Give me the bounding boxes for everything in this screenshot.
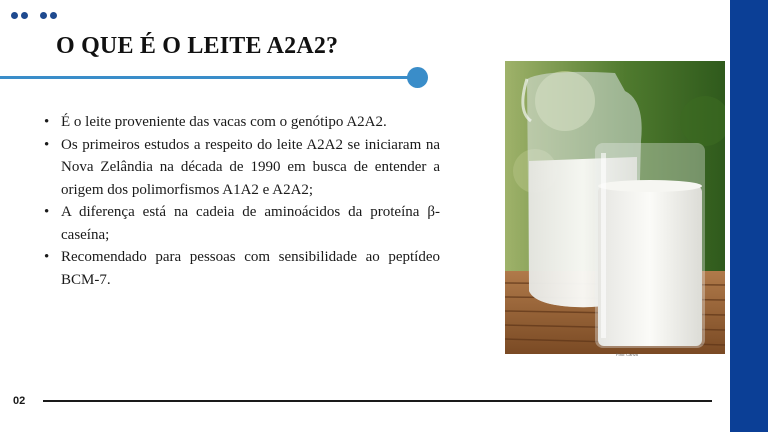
milk-glass-photo (505, 61, 725, 354)
bullet-text: Recomendado para pessoas com sensibilidade ao peptídeo BCM-7. (61, 249, 440, 288)
bullet-item (42, 246, 440, 291)
bullet-text: A diferença está na cadeia de aminoácidos da proteína β-caseína; (61, 204, 440, 243)
bullet-item (42, 111, 440, 134)
bullet-text: Os primeiros estudos a respeito do leite A2A2 se iniciaram na Nova Zelândia na década de 1990 em busca de entender a origem dos polimorfismos A1A2 e A2A2; (61, 136, 440, 198)
dot-icon (50, 12, 57, 19)
bullet-icon: • (44, 204, 50, 220)
bullet-list (42, 111, 440, 291)
bullet-icon: • (44, 114, 50, 130)
title-line-knob (407, 67, 428, 88)
decorative-dots (11, 12, 65, 19)
right-accent-bar (730, 0, 768, 432)
title-underline (0, 76, 412, 79)
bullet-icon: • (44, 136, 50, 153)
slide-title: O QUE É O LEITE A2A2? (56, 33, 339, 59)
dot-icon (40, 12, 47, 19)
page-number: 02 (13, 395, 26, 407)
bullet-item (42, 134, 440, 202)
dot-icon (21, 12, 28, 19)
photo-credit: Foto: Canva (616, 352, 638, 357)
bullet-item (42, 201, 440, 246)
footer-divider (43, 400, 712, 402)
dot-icon (11, 12, 18, 19)
bullet-icon: • (44, 249, 50, 265)
bullet-text: É o leite proveniente das vacas com o genótipo A2A2. (61, 114, 387, 130)
